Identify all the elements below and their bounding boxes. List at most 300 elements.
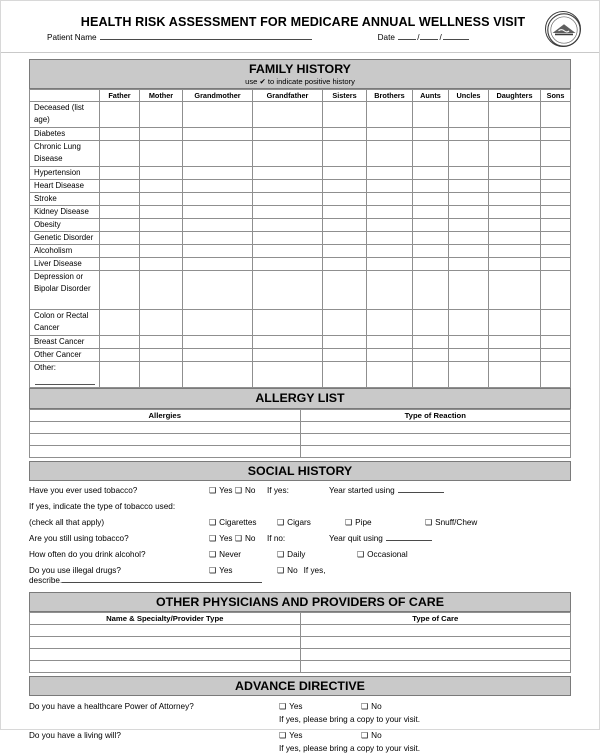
family-history-checkcell[interactable] <box>253 258 323 271</box>
date-month-input[interactable] <box>398 39 416 40</box>
table-row <box>30 637 571 649</box>
option-label: No <box>371 731 382 741</box>
tobacco-type-cigarettes[interactable] <box>209 518 277 527</box>
family-history-checkcell[interactable] <box>489 349 541 362</box>
table-row <box>30 649 571 661</box>
provider-entry-cell[interactable] <box>300 637 571 649</box>
family-history-checkcell[interactable] <box>541 245 571 258</box>
patient-name-input[interactable] <box>100 39 312 40</box>
table-row <box>30 362 571 388</box>
provider-entry-cell[interactable] <box>300 661 571 673</box>
row-label-text: Alcoholism <box>34 246 73 256</box>
row-label-text: Diabetes <box>34 129 66 139</box>
family-history-checkcell[interactable] <box>449 232 489 245</box>
family-history-column-brothers: Brothers <box>367 90 413 102</box>
family-history-checkcell[interactable] <box>183 102 253 128</box>
table-row <box>30 102 571 128</box>
option-label: No <box>287 565 298 575</box>
family-history-checkcell[interactable] <box>413 206 449 219</box>
family-history-checkcell[interactable] <box>323 219 367 232</box>
option-label: Yes <box>289 731 303 741</box>
family-history-checkcell[interactable] <box>541 349 571 362</box>
family-history-checkcell[interactable] <box>253 219 323 232</box>
provider-entry-cell[interactable] <box>300 649 571 661</box>
other-physicians-body <box>30 625 571 673</box>
tobacco-year-started-label: Year started using <box>329 485 395 495</box>
power-of-attorney-row <box>29 702 571 711</box>
date-sep-2: / <box>439 33 442 42</box>
family-history-column-grandmother: Grandmother <box>183 90 253 102</box>
tobacco-year-quit-label: Year quit using <box>329 533 383 543</box>
family-history-checkcell[interactable] <box>183 180 253 193</box>
family-history-checkcell[interactable] <box>100 362 140 388</box>
family-history-checkcell[interactable] <box>140 219 183 232</box>
checkbox-icon[interactable]: ❑ <box>277 549 285 559</box>
family-history-checkcell[interactable] <box>367 193 413 206</box>
drugs-describe-input[interactable] <box>62 582 262 583</box>
family-history-checkcell[interactable] <box>183 245 253 258</box>
checkbox-icon[interactable]: ❑ <box>361 731 369 741</box>
living-will-yes-option[interactable] <box>279 731 361 740</box>
checkbox-icon[interactable]: ❑ <box>209 549 217 559</box>
checkbox-icon[interactable]: ❑ <box>345 517 353 527</box>
row-label-text: Heart Disease <box>34 181 84 191</box>
family-history-checkcell[interactable] <box>323 271 367 310</box>
family-history-band <box>29 59 571 89</box>
family-history-checkcell[interactable] <box>100 349 140 362</box>
family-history-checkcell[interactable] <box>253 102 323 128</box>
option-label: Cigarettes <box>219 517 257 527</box>
date-label: Date <box>377 33 395 42</box>
allergy-list-body <box>30 421 571 457</box>
option-label: Never <box>219 549 242 559</box>
advance-directive-questions <box>29 696 571 753</box>
checkbox-icon[interactable]: ❑ <box>277 517 285 527</box>
family-history-checkcell[interactable] <box>100 271 140 310</box>
table-row <box>30 445 571 457</box>
family-history-checkcell[interactable] <box>449 206 489 219</box>
family-history-checkcell[interactable] <box>367 349 413 362</box>
advance-directive-band: ADVANCE DIRECTIVE <box>29 676 571 696</box>
family-history-checkcell[interactable] <box>449 245 489 258</box>
family-history-checkcell[interactable] <box>367 310 413 336</box>
checkbox-icon[interactable]: ❑ <box>209 485 217 495</box>
family-history-checkcell[interactable] <box>140 141 183 167</box>
family-history-body <box>30 102 571 388</box>
family-history-checkcell[interactable] <box>489 232 541 245</box>
family-history-row-label <box>30 336 100 349</box>
family-history-checkcell[interactable] <box>140 167 183 180</box>
checkbox-icon[interactable]: ❑ <box>234 485 242 495</box>
family-history-checkcell[interactable] <box>367 336 413 349</box>
family-history-checkcell[interactable] <box>449 102 489 128</box>
family-history-checkcell[interactable] <box>449 362 489 388</box>
row-label-text: Breast Cancer <box>34 337 85 347</box>
family-history-checkcell[interactable] <box>253 180 323 193</box>
allergy-list-table <box>29 409 571 458</box>
tobacco-type-prompt: If yes, indicate the type of tobacco used: <box>29 501 176 511</box>
family-history-checkcell[interactable] <box>449 219 489 232</box>
family-history-column-sons: Sons <box>541 90 571 102</box>
tobacco-type-pipe[interactable] <box>345 518 425 527</box>
checkbox-icon[interactable]: ❑ <box>277 565 285 575</box>
form-header <box>1 1 599 53</box>
family-history-checkcell[interactable] <box>183 167 253 180</box>
family-history-checkcell[interactable] <box>413 336 449 349</box>
family-history-checkcell[interactable] <box>541 258 571 271</box>
family-history-checkcell[interactable] <box>489 219 541 232</box>
family-history-checkcell[interactable] <box>253 141 323 167</box>
family-history-checkcell[interactable] <box>253 128 323 141</box>
family-history-checkcell[interactable] <box>100 232 140 245</box>
family-history-checkcell[interactable] <box>253 310 323 336</box>
family-history-checkcell[interactable] <box>489 310 541 336</box>
alcohol-daily-option[interactable] <box>277 550 357 559</box>
family-history-checkcell[interactable] <box>489 271 541 310</box>
family-history-checkcell[interactable] <box>183 141 253 167</box>
other-physicians-band: OTHER PHYSICIANS AND PROVIDERS OF CARE <box>29 592 571 612</box>
family-history-checkcell[interactable] <box>541 206 571 219</box>
option-label: Yes <box>219 565 233 575</box>
family-history-checkcell[interactable] <box>541 180 571 193</box>
family-history-checkcell[interactable] <box>140 102 183 128</box>
family-history-section <box>1 53 599 388</box>
alcohol-row <box>29 550 571 559</box>
alcohol-occasional-option[interactable] <box>357 550 408 559</box>
patient-identity-row <box>31 33 569 42</box>
family-history-checkcell[interactable] <box>323 349 367 362</box>
family-history-checkcell[interactable] <box>489 336 541 349</box>
family-history-checkcell[interactable] <box>367 245 413 258</box>
family-history-checkcell[interactable] <box>541 102 571 128</box>
family-history-row-label <box>30 271 100 310</box>
family-history-checkcell[interactable] <box>140 180 183 193</box>
family-history-checkcell[interactable] <box>541 362 571 388</box>
tobacco-still-label: Are you still using tobacco? <box>29 533 129 543</box>
family-history-checkcell[interactable] <box>489 167 541 180</box>
tobacco-type-prompt-row <box>29 502 571 511</box>
family-history-checkcell[interactable] <box>449 336 489 349</box>
provider-entry-cell[interactable] <box>30 625 301 637</box>
family-history-checkcell[interactable] <box>253 349 323 362</box>
family-history-checkcell[interactable] <box>100 310 140 336</box>
family-history-checkcell[interactable] <box>489 362 541 388</box>
family-history-checkcell[interactable] <box>323 232 367 245</box>
family-history-checkcell[interactable] <box>449 310 489 336</box>
family-history-table <box>29 89 571 388</box>
drugs-yes-option[interactable] <box>209 566 277 575</box>
family-history-checkcell[interactable] <box>140 336 183 349</box>
family-history-checkcell[interactable] <box>100 193 140 206</box>
family-history-row-label <box>30 102 100 128</box>
power-of-attorney-label: Do you have a healthcare Power of Attorney? <box>29 702 194 712</box>
family-history-checkcell[interactable] <box>323 245 367 258</box>
family-history-checkcell[interactable] <box>253 336 323 349</box>
family-history-row-label <box>30 258 100 271</box>
family-history-checkcell[interactable] <box>413 128 449 141</box>
family-history-checkcell[interactable] <box>489 128 541 141</box>
family-history-checkcell[interactable] <box>323 336 367 349</box>
drugs-no-option[interactable] <box>277 566 298 575</box>
family-history-checkcell[interactable] <box>449 128 489 141</box>
family-history-checkcell[interactable] <box>183 193 253 206</box>
drugs-row <box>29 566 571 575</box>
family-history-checkcell[interactable] <box>449 193 489 206</box>
family-history-checkcell[interactable] <box>413 232 449 245</box>
family-history-checkcell[interactable] <box>100 167 140 180</box>
family-history-checkcell[interactable] <box>413 102 449 128</box>
family-history-row-label <box>30 310 100 336</box>
family-history-checkcell[interactable] <box>489 141 541 167</box>
family-history-column-sisters: Sisters <box>323 90 367 102</box>
family-history-checkcell[interactable] <box>100 128 140 141</box>
family-history-checkcell[interactable] <box>100 219 140 232</box>
family-history-checkcell[interactable] <box>367 206 413 219</box>
family-history-checkcell[interactable] <box>367 271 413 310</box>
family-history-checkcell[interactable] <box>367 232 413 245</box>
checkbox-icon[interactable]: ❑ <box>361 702 369 712</box>
family-history-checkcell[interactable] <box>449 271 489 310</box>
tobacco-still-ifno-label: If no: <box>267 533 286 543</box>
family-history-checkcell[interactable] <box>323 193 367 206</box>
family-history-checkcell[interactable] <box>183 206 253 219</box>
row-label-text: Kidney Disease <box>34 207 89 217</box>
family-history-checkcell[interactable] <box>253 232 323 245</box>
family-history-checkcell[interactable] <box>323 258 367 271</box>
row-label-text: Genetic Disorder <box>34 233 94 243</box>
family-history-checkcell[interactable] <box>100 102 140 128</box>
family-history-checkcell[interactable] <box>541 193 571 206</box>
tobacco-type-cigars[interactable] <box>277 518 345 527</box>
family-history-checkcell[interactable] <box>100 245 140 258</box>
family-history-checkcell[interactable] <box>367 180 413 193</box>
family-history-checkcell[interactable] <box>183 232 253 245</box>
other-physicians-header-row <box>30 613 571 625</box>
checkbox-icon[interactable]: ❑ <box>425 517 433 527</box>
row-label-text: Colon or Rectal Cancer <box>34 311 89 332</box>
provider-entry-cell[interactable] <box>30 661 301 673</box>
family-history-checkcell[interactable] <box>323 206 367 219</box>
family-history-checkcell[interactable] <box>413 193 449 206</box>
family-history-checkcell[interactable] <box>367 128 413 141</box>
family-history-row-label <box>30 167 100 180</box>
family-history-checkcell[interactable] <box>541 219 571 232</box>
tobacco-ever-yes-option[interactable] <box>209 486 267 495</box>
allergy-entry-cell[interactable] <box>30 433 301 445</box>
family-history-checkcell[interactable] <box>140 258 183 271</box>
checkbox-icon[interactable]: ❑ <box>209 517 217 527</box>
family-history-column-daughters: Daughters <box>489 90 541 102</box>
family-history-checkcell[interactable] <box>541 141 571 167</box>
family-history-checkcell[interactable] <box>413 219 449 232</box>
family-history-checkcell[interactable] <box>183 219 253 232</box>
family-history-checkcell[interactable] <box>367 141 413 167</box>
family-history-checkcell[interactable] <box>100 258 140 271</box>
family-history-checkcell[interactable] <box>489 180 541 193</box>
other-condition-input[interactable] <box>35 384 95 385</box>
checkbox-icon[interactable]: ❑ <box>209 533 217 543</box>
option-label: No <box>244 533 256 543</box>
row-label-text: Chronic Lung Disease <box>34 142 81 163</box>
table-row <box>30 128 571 141</box>
family-history-checkcell[interactable] <box>140 349 183 362</box>
tobacco-still-options[interactable] <box>209 534 267 543</box>
family-history-checkcell[interactable] <box>449 180 489 193</box>
family-history-checkcell[interactable] <box>253 193 323 206</box>
family-history-checkcell[interactable] <box>323 362 367 388</box>
family-history-checkcell[interactable] <box>183 362 253 388</box>
provider-entry-cell[interactable] <box>30 649 301 661</box>
table-row <box>30 258 571 271</box>
family-history-row-label <box>30 232 100 245</box>
family-history-checkcell[interactable] <box>541 232 571 245</box>
family-history-checkcell[interactable] <box>541 336 571 349</box>
allergy-entry-cell[interactable] <box>30 445 301 457</box>
table-row <box>30 167 571 180</box>
provider-column-1: Type of Care <box>300 613 571 625</box>
family-history-checkcell[interactable] <box>253 245 323 258</box>
family-history-checkcell[interactable] <box>367 362 413 388</box>
family-history-checkcell[interactable] <box>489 193 541 206</box>
family-history-checkcell[interactable] <box>253 206 323 219</box>
option-label: Daily <box>287 549 306 559</box>
allergy-list-section <box>1 388 599 457</box>
patient-name-label: Patient Name <box>47 33 97 42</box>
family-history-checkcell[interactable] <box>489 102 541 128</box>
option-label: No <box>371 702 382 712</box>
family-history-checkcell[interactable] <box>100 141 140 167</box>
date-year-input[interactable] <box>443 39 469 40</box>
table-row <box>30 433 571 445</box>
tobacco-ever-label: Have you ever used tobacco? <box>29 485 138 495</box>
tobacco-year-started-input[interactable] <box>398 492 444 493</box>
family-history-checkcell[interactable] <box>413 245 449 258</box>
family-history-checkcell[interactable] <box>413 258 449 271</box>
family-history-checkcell[interactable] <box>449 167 489 180</box>
family-history-checkcell[interactable] <box>323 167 367 180</box>
family-history-checkcell[interactable] <box>140 193 183 206</box>
poa-no-option[interactable] <box>361 702 382 711</box>
tobacco-year-quit-input[interactable] <box>386 540 432 541</box>
family-history-checkcell[interactable] <box>140 362 183 388</box>
date-field-group[interactable] <box>378 33 470 42</box>
checkbox-icon[interactable]: ❑ <box>234 533 242 543</box>
family-history-checkcell[interactable] <box>140 206 183 219</box>
allergy-entry-cell[interactable] <box>300 433 571 445</box>
family-history-checkcell[interactable] <box>140 271 183 310</box>
family-history-checkcell[interactable] <box>413 362 449 388</box>
option-label: Yes <box>219 533 233 543</box>
provider-entry-cell[interactable] <box>30 637 301 649</box>
family-history-checkcell[interactable] <box>140 245 183 258</box>
option-label: Occasional <box>367 549 408 559</box>
family-history-checkcell[interactable] <box>140 232 183 245</box>
table-row <box>30 245 571 258</box>
family-history-checkcell[interactable] <box>323 128 367 141</box>
tobacco-ever-ifyes-label: If yes: <box>267 485 289 495</box>
tobacco-type-snuff-chew[interactable] <box>425 518 477 527</box>
allergy-entry-cell[interactable] <box>300 445 571 457</box>
family-history-row-label <box>30 349 100 362</box>
table-row <box>30 219 571 232</box>
option-label: Cigars <box>287 517 311 527</box>
family-history-checkcell[interactable] <box>489 245 541 258</box>
tobacco-ever-row <box>29 486 571 495</box>
checkbox-icon[interactable]: ❑ <box>279 702 287 712</box>
family-history-checkcell[interactable] <box>183 310 253 336</box>
family-history-checkcell[interactable] <box>449 349 489 362</box>
family-history-checkcell[interactable] <box>449 258 489 271</box>
option-label: Yes <box>219 485 233 495</box>
family-history-checkcell[interactable] <box>413 167 449 180</box>
family-history-checkcell[interactable] <box>323 102 367 128</box>
family-history-checkcell[interactable] <box>367 102 413 128</box>
family-history-checkcell[interactable] <box>449 141 489 167</box>
family-history-row-label <box>30 206 100 219</box>
family-history-checkcell[interactable] <box>253 362 323 388</box>
family-history-checkcell[interactable] <box>413 180 449 193</box>
date-day-input[interactable] <box>420 39 438 40</box>
family-history-checkcell[interactable] <box>183 258 253 271</box>
family-history-checkcell[interactable] <box>253 167 323 180</box>
drugs-ifyes-label: If yes, <box>303 565 326 575</box>
allergy-entry-cell[interactable] <box>300 421 571 433</box>
alcohol-never-option[interactable] <box>209 550 277 559</box>
family-history-checkcell[interactable] <box>367 258 413 271</box>
tobacco-type-options-row <box>29 518 571 527</box>
family-history-checkcell[interactable] <box>100 336 140 349</box>
provider-entry-cell[interactable] <box>300 625 571 637</box>
family-history-checkcell[interactable] <box>413 271 449 310</box>
family-history-checkcell[interactable] <box>183 336 253 349</box>
living-will-row <box>29 731 571 740</box>
family-history-checkcell[interactable] <box>100 180 140 193</box>
table-row <box>30 141 571 167</box>
family-history-checkcell[interactable] <box>140 128 183 141</box>
allergy-list-band: ALLERGY LIST <box>29 388 571 408</box>
family-history-checkcell[interactable] <box>323 180 367 193</box>
family-history-checkcell[interactable] <box>489 206 541 219</box>
family-history-checkcell[interactable] <box>183 349 253 362</box>
family-history-checkcell[interactable] <box>100 206 140 219</box>
family-history-checkcell[interactable] <box>413 310 449 336</box>
living-will-no-option[interactable] <box>361 731 382 740</box>
poa-yes-option[interactable] <box>279 702 361 711</box>
table-row <box>30 310 571 336</box>
family-history-checkcell[interactable] <box>367 219 413 232</box>
family-history-checkcell[interactable] <box>323 310 367 336</box>
family-history-checkcell[interactable] <box>413 141 449 167</box>
checkbox-icon[interactable]: ❑ <box>357 549 365 559</box>
family-history-checkcell[interactable] <box>541 310 571 336</box>
family-history-row-label <box>30 180 100 193</box>
checkbox-icon[interactable]: ❑ <box>279 731 287 741</box>
family-history-checkcell[interactable] <box>140 310 183 336</box>
family-history-checkcell[interactable] <box>183 128 253 141</box>
checkbox-icon[interactable]: ❑ <box>209 565 217 575</box>
family-history-checkcell[interactable] <box>183 271 253 310</box>
family-history-checkcell[interactable] <box>541 167 571 180</box>
allergy-entry-cell[interactable] <box>30 421 301 433</box>
family-history-row-label <box>30 362 100 388</box>
family-history-checkcell[interactable] <box>541 128 571 141</box>
family-history-checkcell[interactable] <box>367 167 413 180</box>
family-history-checkcell[interactable] <box>489 258 541 271</box>
family-history-checkcell[interactable] <box>541 271 571 310</box>
family-history-checkcell[interactable] <box>323 141 367 167</box>
family-history-checkcell[interactable] <box>253 271 323 310</box>
family-history-checkcell[interactable] <box>413 349 449 362</box>
